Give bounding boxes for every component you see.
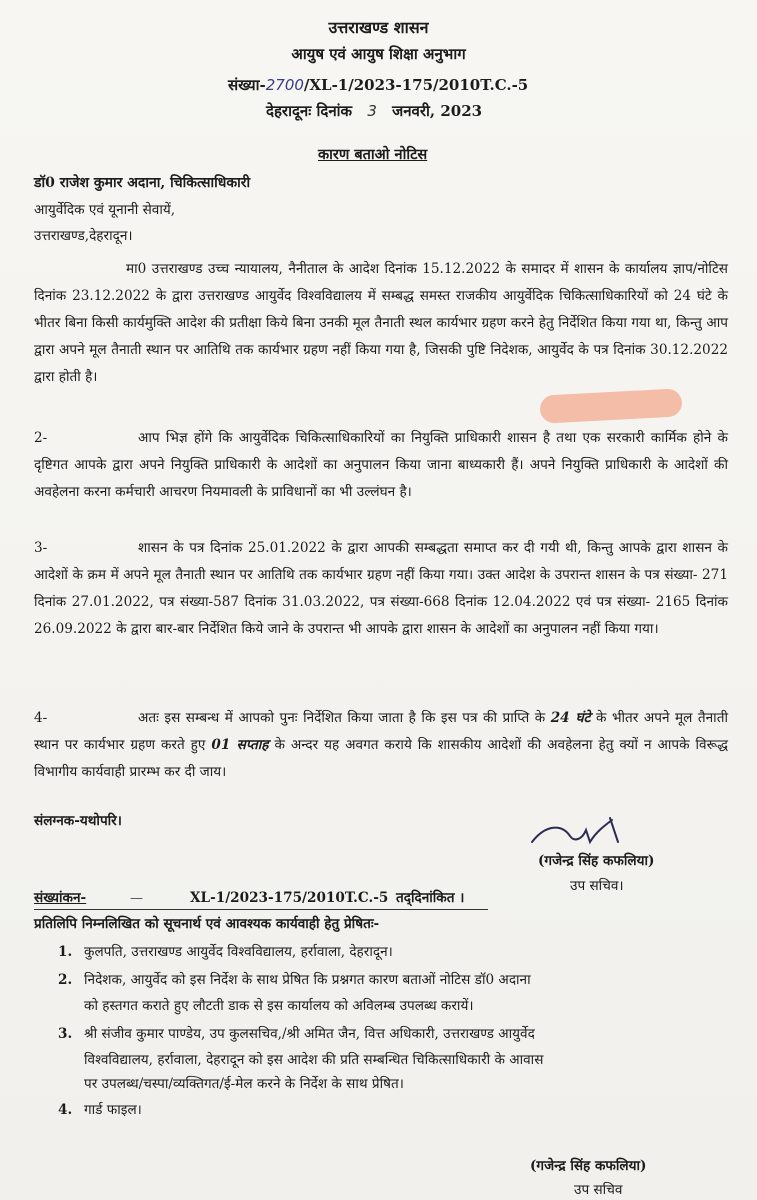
- reference-number: /XL-1/2023-175/2010T.C.-5: [303, 76, 529, 94]
- paragraph-4-text-b: के भीतर अपने मूल तैनाती स्थान पर कार्यभार ग्रहण करते हुए: [34, 710, 728, 753]
- copy-item-3-line-3: पर उपलब्ध/चस्पा/व्यक्तिगत/ई-मेल करने के निर्देश के साथ प्रेषित।: [84, 1076, 404, 1092]
- paragraph-2-number: 2-: [34, 430, 48, 446]
- addressee-department: आयुर्वेदिक एवं यूनानी सेवायें,: [34, 202, 176, 218]
- copy-item-number: 2.: [58, 972, 73, 988]
- paragraph-4-text-c: के अन्दर यह अवगत कराये कि शासकीय आदेशों की अवहेलना हेतु क्यों न आपके विरूद्ध विभागीय कार्यवाही प्रारम्भ कर दी जाय।: [34, 737, 728, 780]
- dash-mark: —: [130, 891, 143, 906]
- endorsement-number: XL-1/2023-175/2010T.C.-5: [190, 890, 389, 906]
- endorsement-underline: [34, 909, 488, 910]
- addressee-place: उत्तराखण्ड,देहरादून।: [34, 228, 133, 244]
- signatory-2-designation: उप सचिव: [574, 1182, 623, 1198]
- date-day: 3: [367, 102, 377, 120]
- paragraph-4-number: 4-: [34, 710, 48, 726]
- copy-item-3-line-1: श्री संजीव कुमार पाण्डेय, उप कुलसचिव,/श्री अमित जैन, वित्त अधिकारी, उत्तराखण्ड आयुर्वेद: [84, 1026, 535, 1042]
- copy-item-number: 3.: [58, 1026, 73, 1042]
- reference-handwritten-number: 2700: [265, 76, 304, 94]
- copy-item-number: 4.: [58, 1102, 73, 1118]
- copy-item-2-line-2: को हस्तगत कराते हुए लौटती डाक से इस कार्यालय को अविलम्ब उपलब्ध करायें।: [84, 998, 474, 1014]
- paragraph-4-text-a: अतः इस सम्बन्ध में आपको पुनः निर्देशित किया जाता है कि इस पत्र की प्राप्ति के: [138, 710, 546, 726]
- copy-item-2-line-1: निदेशक, आयुर्वेद को इस निर्देश के साथ प्रेषित कि प्रश्नगत कारण बताओं नोटिस डॉ0 अदाना: [84, 972, 531, 988]
- signatory-name: (गजेन्द्र सिंह कफलिया): [538, 853, 655, 869]
- endorsement-dated: तद्‌दिनांकित ।: [396, 890, 465, 906]
- paragraph-2: आप भिज्ञ होंगे कि आयुर्वेदिक चिकित्साधिकारियों का नियुक्ति प्राधिकारी शासन है तथा एक सरकारी कार्मिक होने के दृष्टिगत आपके द्वारा अपने नियुक्ति प्राधिकारी के आदेशों का अनुपालन किया जाना बाध्यकारी हैं। अपने नियुक्ति प्राधिकारी के आदेशों की अवहेलना करना कर्मचारी आचरण नियमावली के प्राविधानों का भी उल्लंघन है।: [34, 430, 728, 500]
- signatory-2-name: (गजेन्द्र सिंह कफलिया): [530, 1158, 647, 1174]
- signatory-designation: उप सचिव।: [570, 878, 624, 894]
- place-date-line: [266, 104, 482, 119]
- signature-mark: [526, 812, 636, 856]
- copy-heading: प्रतिलिपि निम्नलिखित को सूचनार्थ एवं आवश्यक कार्यवाही हेतु प्रेषितः-: [34, 916, 380, 932]
- copy-item-3-line-2: विश्वविद्यालय, हर्रावाला, देहरादून को इस आदेश की प्रति सम्बन्धित चिकित्साधिकारी के आवास: [84, 1052, 544, 1068]
- copy-item-number: 1.: [58, 944, 73, 960]
- paragraph-4: [34, 705, 728, 786]
- department-heading: आयुष एवं आयुष शिक्षा अनुभाग: [291, 45, 466, 63]
- govt-heading: उत्तराखण्ड शासन: [328, 18, 429, 37]
- place-date-prefix: देहरादूनः दिनांक: [266, 102, 353, 120]
- copy-item-1-line-1: कुलपति, उत्तराखण्ड आयुर्वेद विश्वविद्यालय, हर्रावाला, देहरादून।: [84, 944, 393, 960]
- paragraph-3-number: 3-: [34, 540, 48, 556]
- date-rest: जनवरी, 2023: [392, 102, 483, 120]
- addressee-name: डॉ0 राजेश कुमार अदाना, चिकित्साधिकारी: [34, 175, 251, 191]
- enclosure-note: संलग्नक-यथोपरि।: [34, 813, 122, 829]
- reference-line: [228, 78, 528, 93]
- endorsement-label: संख्यांकन-: [34, 890, 87, 906]
- paragraph-4-one-week: 01 सप्ताह: [211, 737, 269, 753]
- copy-item-4-line-1: गार्ड फाइल।: [84, 1102, 142, 1118]
- paragraph-4-24-hours: 24 घंटे: [550, 710, 591, 726]
- reference-prefix: संख्या-: [228, 76, 266, 94]
- highlight-mark: [539, 388, 682, 423]
- notice-title: कारण बताओ नोटिस: [318, 146, 428, 163]
- paragraph-3: शासन के पत्र दिनांक 25.01.2022 के द्वारा आपकी सम्बद्धता समाप्त कर दी गयी थी, किन्तु आपके द्वारा शासन के आदेशों के क्रम में अपने मूल तैनाती स्थान पर आतिथि तक कार्यभार ग्रहण नहीं किया गया। उक्त आदेश के उपरान्त शासन के पत्र संख्या- 271 दिनांक 27.01.2022, पत्र संख्या-587 दिनांक 31.03.2022, पत्र संख्या-668 दिनांक 12.04.2022 एवं पत्र संख्या- 2165 दिनांक 26.09.2022 के द्वारा बार-बार निर्देशित किये जाने के उपरान्त भी आपके द्वारा शासन के आदेशों का अनुपालन नहीं किया गया।: [34, 540, 728, 637]
- paragraph-1: मा0 उत्तराखण्ड उच्च न्यायालय, नैनीताल के आदेश दिनांक 15.12.2022 के समादर में शासन के कार्यालय ज्ञाप/नोटिस दिनांक 23.12.2022 के द्वारा उत्तराखण्ड आयुर्वेद विश्वविद्यालय में सम्बद्ध समस्त राजकीय आयुर्वेदिक चिकित्साधिकारियों को 24 घंटे के भीतर बिना किसी कार्यमुक्ति आदेश की प्रतीक्षा किये बिना उनकी मूल तैनाती स्थल कार्यभार ग्रहण करने हेतु निर्देशित किया गया था, किन्तु आप द्वारा अपने मूल तैनाती स्थान पर आतिथि तक कार्यभार ग्रहण नहीं किया गया है, जिसकी पुष्टि निदेशक, आयुर्वेद के पत्र दिनांक 30.12.2022 द्वारा होती है।: [34, 261, 728, 385]
